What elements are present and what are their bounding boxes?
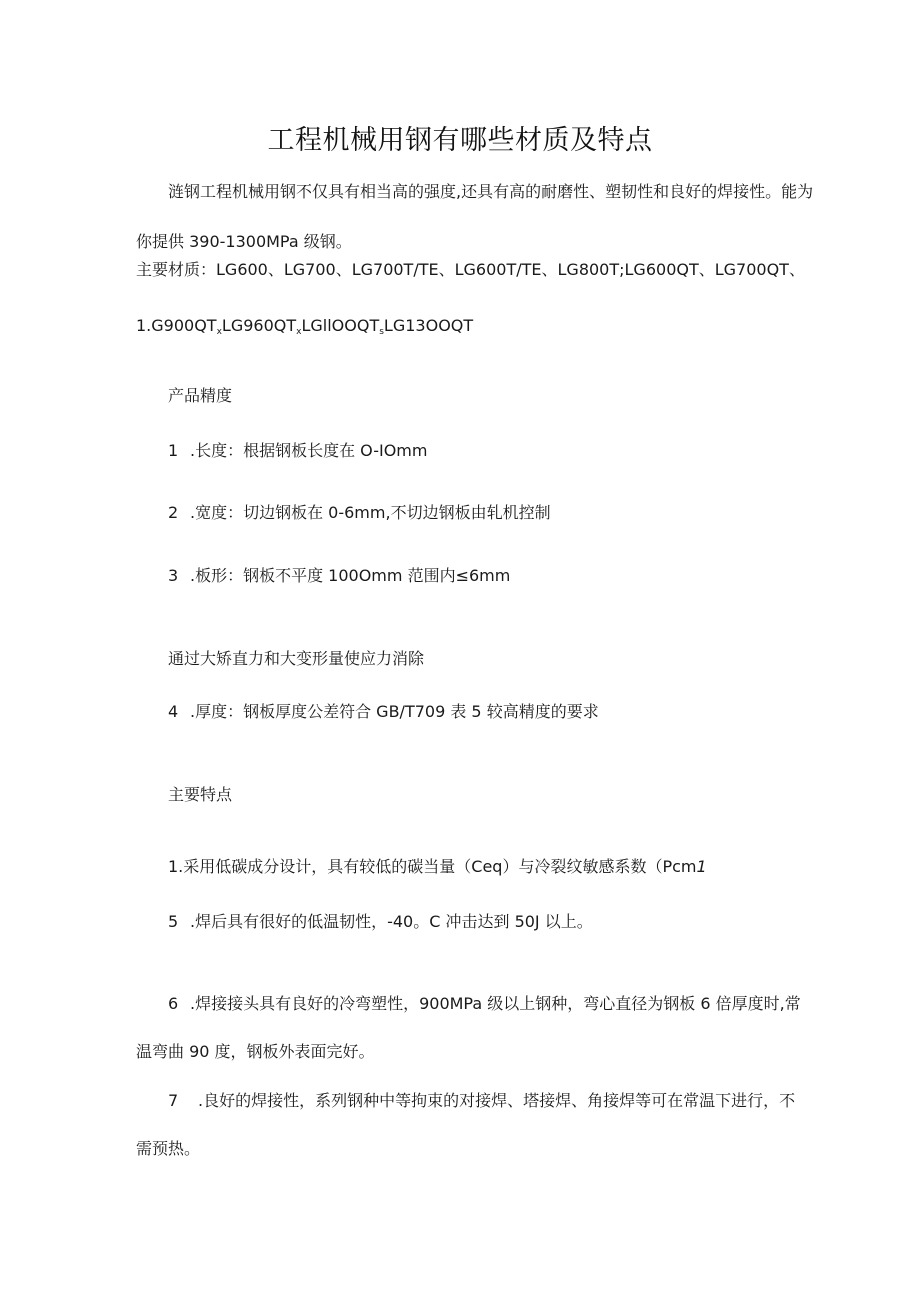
features-item-7 [168, 1091, 795, 1111]
item-number: 2 [168, 503, 179, 522]
materials-line-2 [136, 316, 473, 342]
item-number: 7 [168, 1091, 179, 1110]
material-sep-x2: x [296, 327, 302, 337]
item-text: .焊接接头具有良好的冷弯塑性，900MPa 级以上钢种，弯心直径为钢板 6 倍厚度时,常 [190, 994, 801, 1013]
item-text: .长度：根据钢板长度在 O-IOmm [190, 441, 428, 460]
precision-item-4 [168, 702, 599, 722]
material-lg960qt: LG960QT [221, 316, 297, 335]
precision-item-2 [168, 503, 551, 523]
materials-line-1: 主要材质：LG600、LG700、LG700T/TE、LG600T/TE、LG800T;LG600QT、LG700QT、 [136, 260, 805, 279]
material-sep-s: s [379, 327, 384, 337]
item-number: 5 [168, 912, 179, 931]
item-number: 4 [168, 702, 179, 721]
precision-note: 通过大矫直力和大变形量使应力消除 [168, 649, 425, 668]
material-lg900qt: 1.G900QT [136, 316, 217, 335]
item-text: .良好的焊接性，系列钢种中等拘束的对接焊、塔接焊、角接焊等可在常温下进行，不 [198, 1091, 796, 1110]
intro-line-2: 你提供 390-1300MPa 级钢。 [136, 232, 352, 251]
features-item-1 [168, 857, 707, 877]
material-lg1300qt: LG13OOQT [383, 316, 474, 335]
precision-item-3 [168, 566, 510, 586]
document-title: 工程机械用钢有哪些材质及特点 [267, 125, 653, 156]
features-item-6 [168, 994, 801, 1014]
material-lg1100qt: LGllOOQT [301, 316, 380, 335]
item-tail: 1 [696, 857, 707, 876]
item-number: 1 [168, 441, 179, 460]
intro-line-1: 涟钢工程机械用钢不仅具有相当高的强度,还具有高的耐磨性、塑韧性和良好的焊接性。能为 [168, 182, 814, 201]
precision-heading: 产品精度 [168, 386, 233, 405]
item-text: 1.采用低碳成分设计，具有较低的碳当量（Ceq）与冷裂纹敏感系数（Pcm [168, 857, 697, 876]
item-number: 3 [168, 566, 179, 585]
features-item-6-cont: 温弯曲 90 度，钢板外表面完好。 [136, 1042, 375, 1061]
item-text: .焊后具有很好的低温韧性，-40。C 冲击达到 50J 以上。 [190, 912, 593, 931]
item-text: .厚度：钢板厚度公差符合 GB/T709 表 5 较高精度的要求 [190, 702, 599, 721]
material-sep-x1: x [216, 327, 222, 337]
features-item-5 [168, 912, 593, 932]
item-text: .板形：钢板不平度 100Omm 范围内≤6mm [190, 566, 511, 585]
features-item-7-cont: 需预热。 [136, 1139, 201, 1158]
features-heading: 主要特点 [168, 785, 233, 804]
precision-item-1 [168, 441, 427, 461]
item-number: 6 [168, 994, 179, 1013]
item-text: .宽度：切边钢板在 0-6mm,不切边钢板由轧机控制 [190, 503, 551, 522]
